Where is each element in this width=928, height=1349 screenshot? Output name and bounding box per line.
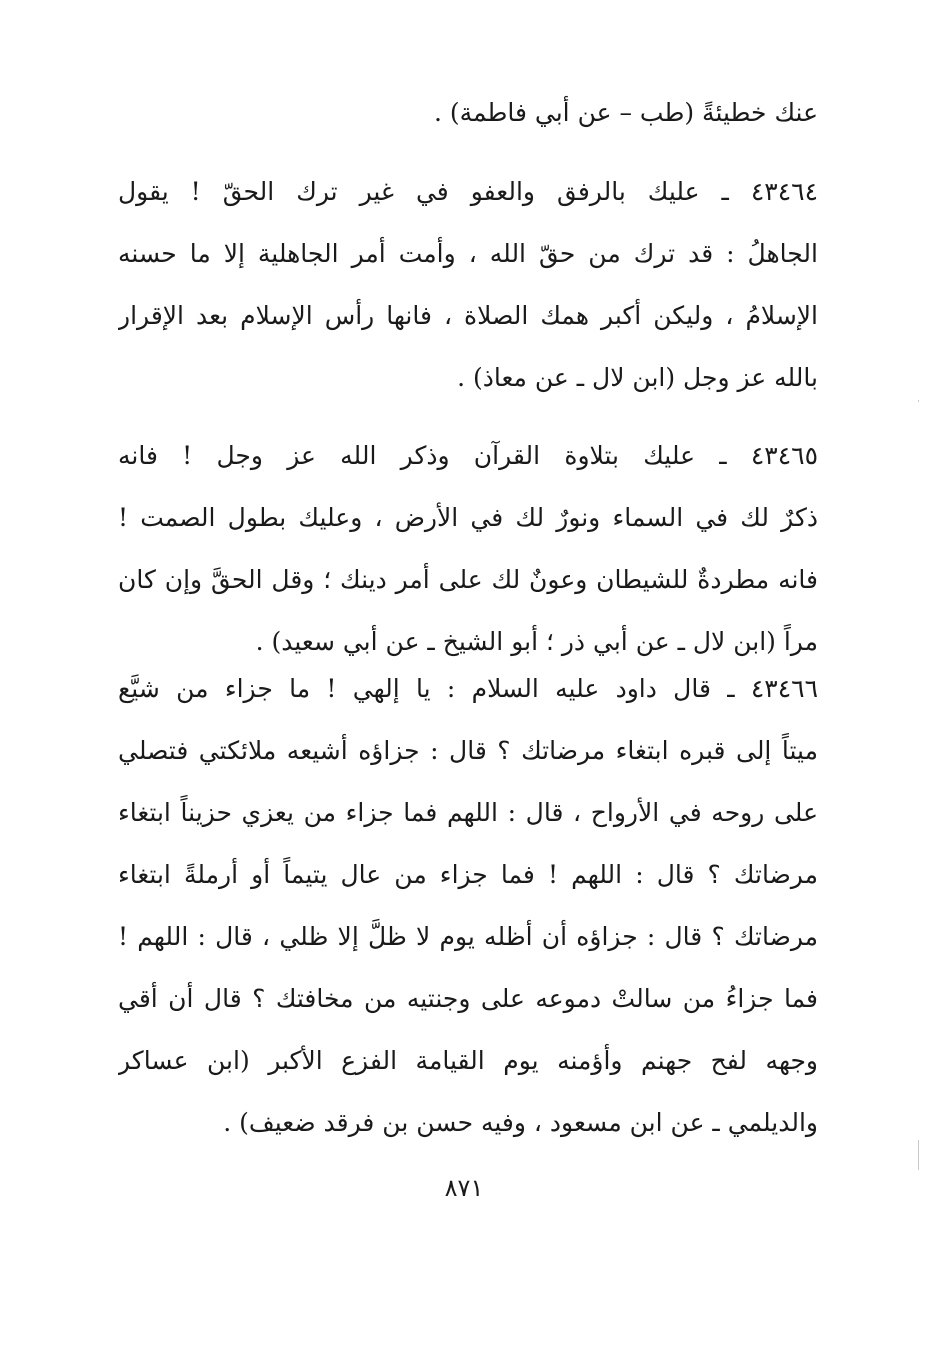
continuation-line: عنك خطيئةً (طب – عن أبي فاطمة) .: [433, 98, 818, 127]
paragraph-line: مرضاتك ؟ قال : جزاؤه أن أظله يوم لا ظلَّ إلا ظلي ، قال : اللهم !: [118, 922, 818, 951]
hadith-paragraph-43464: [118, 161, 818, 409]
paragraph-line: ٤٣٤٦٥ ـ عليك بتلاوة القرآن وذكر الله عز وجل ! فانه: [118, 441, 818, 470]
paragraph-line: ٤٣٤٦٦ ـ قال داود عليه السلام : يا إلهي ! ما جزاء من شيَّع: [118, 674, 818, 703]
paragraph-line: فما جزاءُ من سالتْ دموعه على وجنتيه من مخافتك ؟ قال أن أقي: [118, 984, 818, 1013]
paragraph-line: الإسلامُ ، وليكن أكبر همك الصلاة ، فانها رأس الإسلام بعد الإقرار: [118, 301, 818, 330]
scan-margin-mark: [918, 400, 919, 402]
paragraph-line: مراً (ابن لال ـ عن أبي ذر ؛ أبو الشيخ ـ عن أبي سعيد) .: [255, 627, 818, 656]
paragraph-line: ميتاً إلى قبره ابتغاء مرضاتك ؟ قال : جزاؤه أشيعه ملائكتي فتصلي: [118, 736, 818, 765]
hadith-paragraph-43465: [118, 425, 818, 673]
paragraph-line: مرضاتك ؟ قال : اللهم ! فما جزاء من عال يتيماً أو أرملةً ابتغاء: [118, 860, 818, 889]
paragraph-line: فانه مطردةٌ للشيطان وعونٌ لك على أمر دينك ؛ وقل الحقَّ وإن كان: [118, 565, 818, 594]
paragraph-line: ٤٣٤٦٤ ـ عليك بالرفق والعفو في غير ترك الحقّ ! يقول: [118, 177, 818, 206]
page-number: ٨٧١: [444, 1174, 484, 1202]
paragraph-line: على روحه في الأرواح ، قال : اللهم فما جزاء من يعزي حزيناً ابتغاء: [118, 798, 818, 827]
paragraph-line: الجاهلُ : قد ترك من حقّ الله ، وأمت أمر الجاهلية إلا ما حسنه: [118, 239, 818, 268]
hadith-paragraph-43466: [118, 658, 818, 1154]
paragraph-line: والديلمي ـ عن ابن مسعود ، وفيه حسن بن فرقد ضعيف) .: [223, 1108, 818, 1137]
paragraph-line: وجهه لفح جهنم وأؤمنه يوم القيامة الفزع الأكبر (ابن عساكر: [118, 1046, 818, 1075]
paragraph-line: ذكرٌ لك في السماء ونورٌ لك في الأرض ، وعليك بطول الصمت !: [118, 503, 818, 532]
continuation-line-block: [118, 82, 818, 144]
paragraph-line: بالله عز وجل (ابن لال ـ عن معاذ) .: [457, 363, 818, 392]
scan-margin-mark: [918, 1140, 919, 1170]
